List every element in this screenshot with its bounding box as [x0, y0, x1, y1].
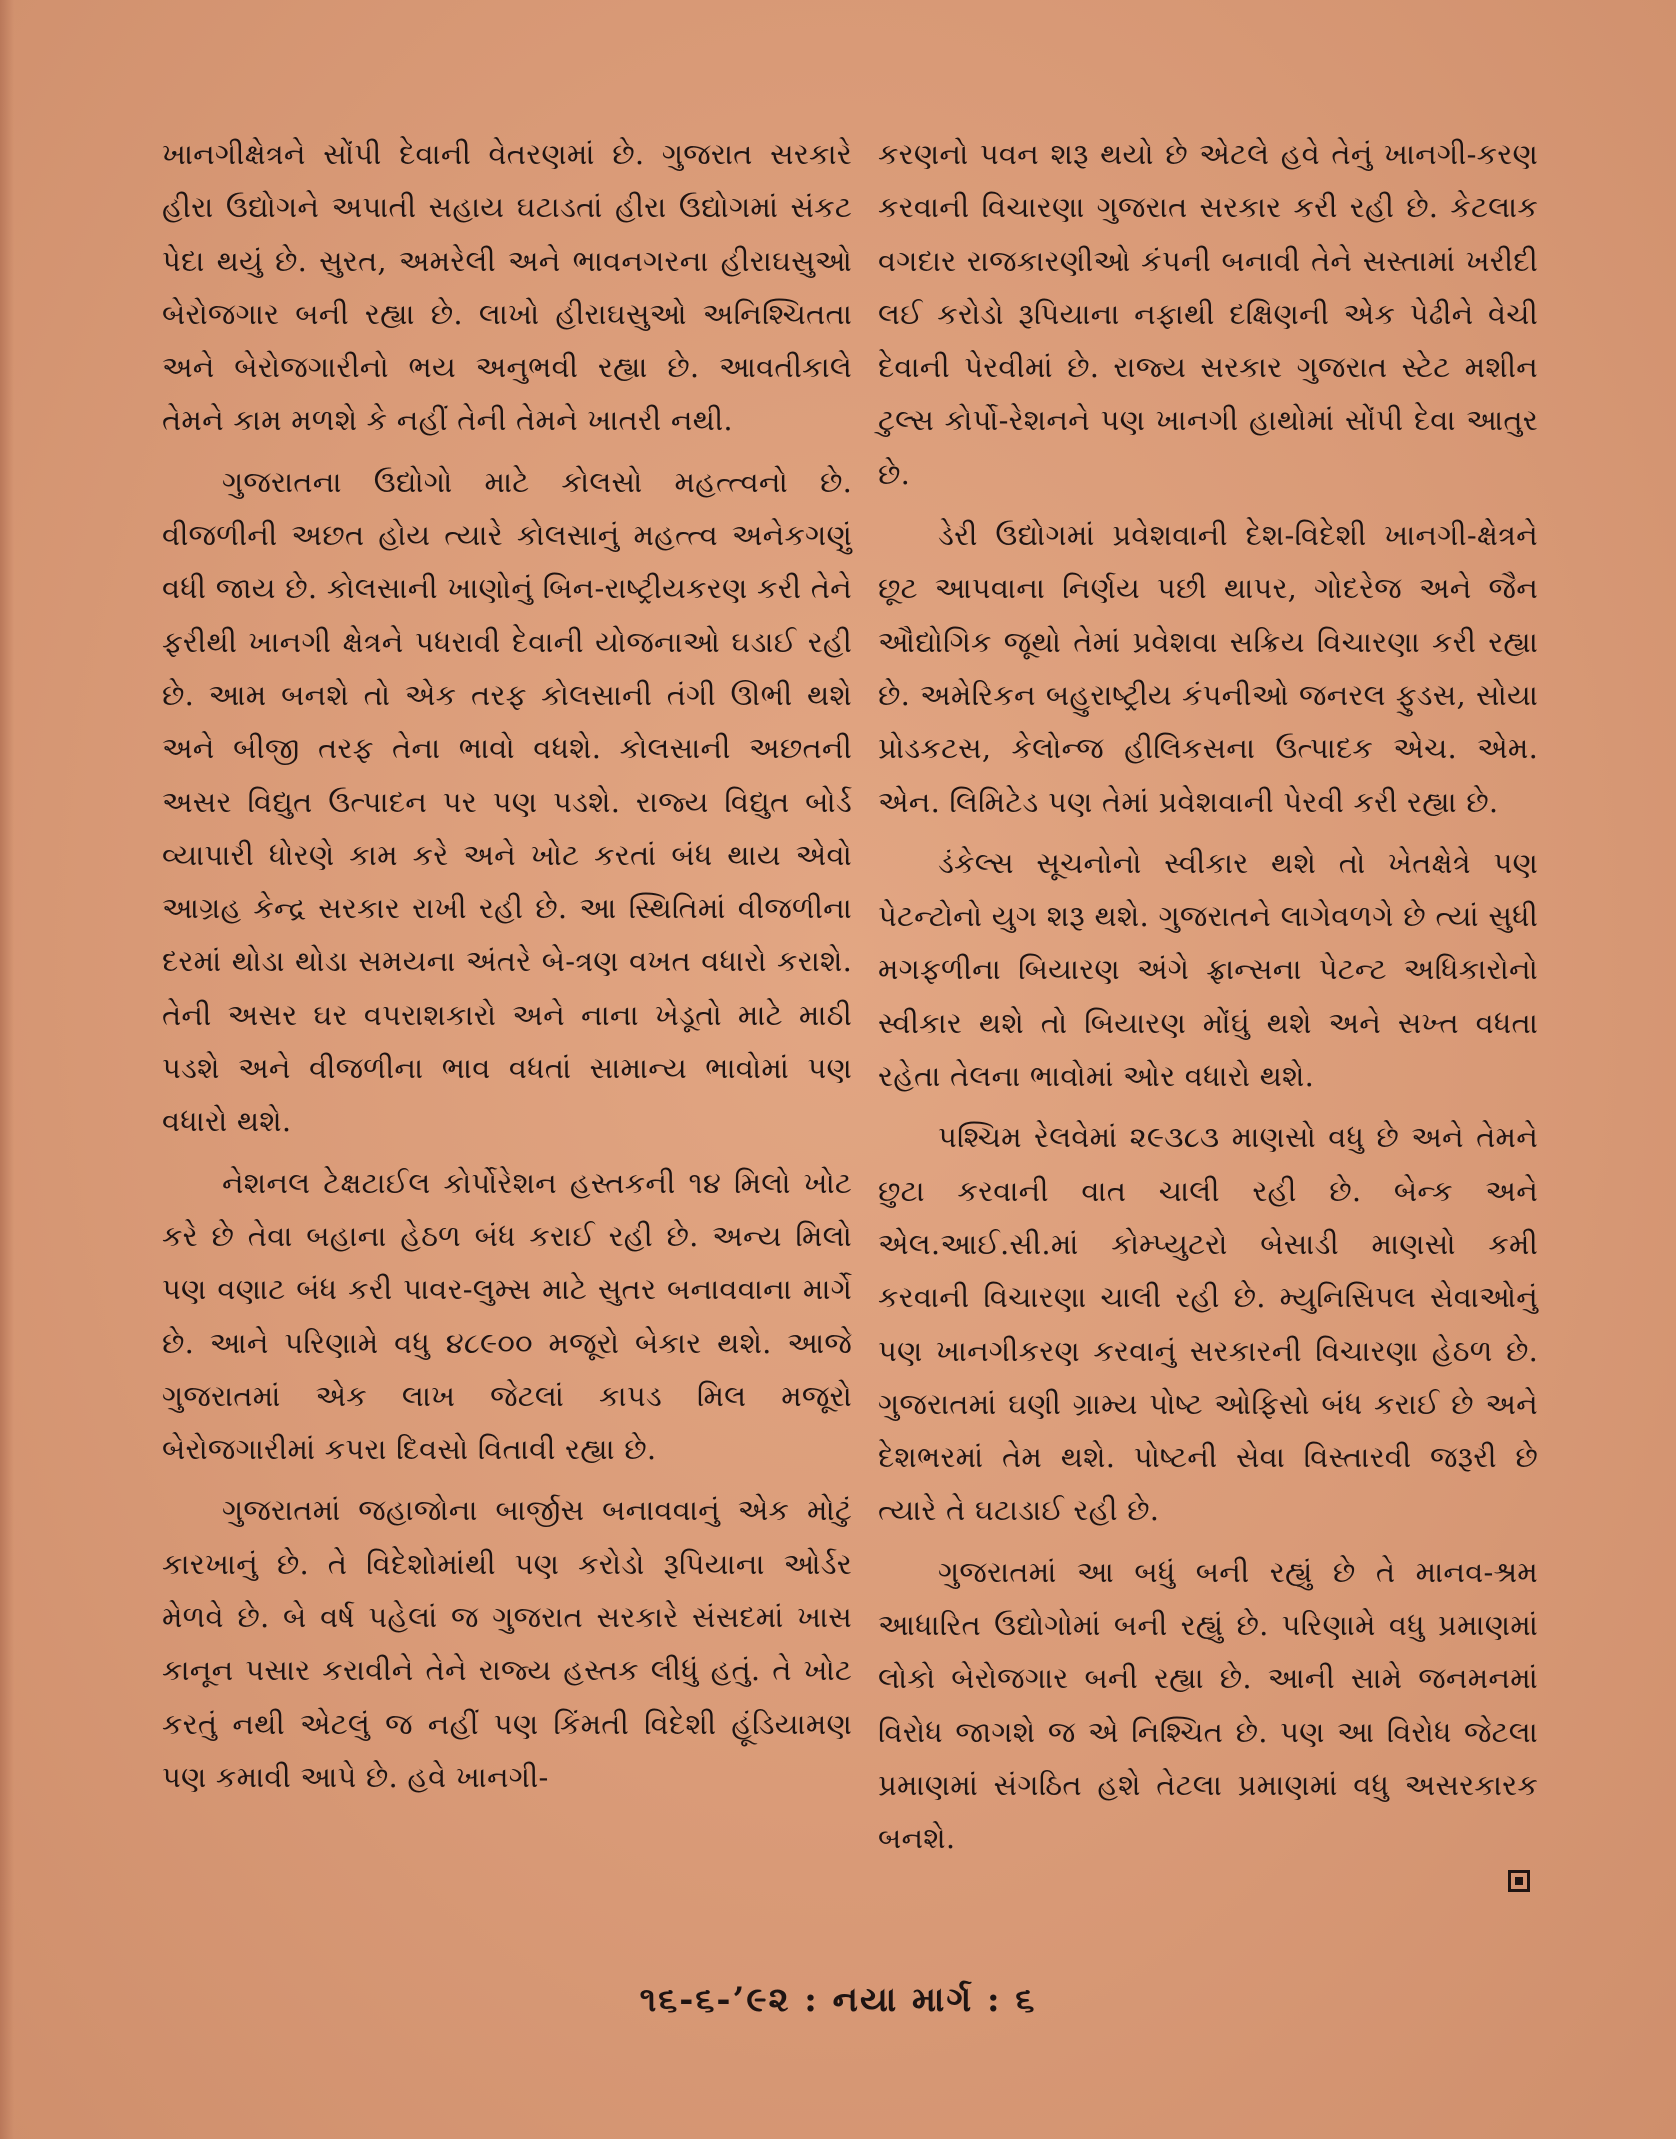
- paragraph-left-2: ગુજરાતના ઉદ્યોગો માટે કોલસો મહત્ત્વનો છે. વીજળીની અછત હોય ત્યારે કોલસાનું મહત્ત્વ અનેકગણું વધી જાય છે. કોલસાની ખાણોનું બિન-રાષ્ટ્રીયકરણ કરી તેને ફરીથી ખાનગી ક્ષેત્રને પધરાવી દેવાની યોજનાઓ ઘડાઈ રહી છે. આમ બનશે તો એક તરફ કોલસાની તંગી ઊભી થશે અને બીજી તરફ તેના ભાવો વધશે. કોલસાની અછતની અસર વિદ્યુત ઉત્પાદન પર પણ પડશે. રાજ્ય વિદ્યુત બોર્ડ વ્યાપારી ધોરણે કામ કરે અને ખોટ કરતાં બંધ થાય એવો આગ્રહ કેન્દ્ર સરકાર રાખી રહી છે. આ સ્થિતિમાં વીજળીના દરમાં થોડા થોડા સમયના અંતરે બે-ત્રણ વખત વધારો કરાશે. તેની અસર ઘર વપરાશકારો અને નાના ખેડૂતો માટે માઠી પડશે અને વીજળીના ભાવ વધતાં સામાન્ય ભાવોમાં પણ વધારો થશે.: [162, 464, 852, 1139]
- right-text-column: [878, 128, 1538, 1892]
- article-end-marker: [878, 1870, 1538, 1892]
- page-footer: ૧૬-૬-’૯૨ : નયા માર્ગ : ૬: [639, 1980, 1037, 2020]
- paragraph-right-5: ગુજરાતમાં આ બધું બની રહ્યું છે તે માનવ-શ્રમ આધારિત ઉદ્યોગોમાં બની રહ્યું છે. પરિણામે વધુ પ્રમાણમાં લોકો બેરોજગાર બની રહ્યા છે. આની સામે જનમનમાં વિરોધ જાગશે જ એ નિશ્ચિત છે. પણ આ વિરોધ જેટલા પ્રમાણમાં સંગઠિત હશે તેટલા પ્રમાણમાં વધુ અસરકારક બનશે.: [878, 1554, 1538, 1856]
- paragraph-right-3: ડંકેલ્સ સૂચનોનો સ્વીકાર થશે તો ખેતક્ષેત્રે પણ પેટન્ટોનો યુગ શરૂ થશે. ગુજરાતને લાગેવળગે છે ત્યાં સુધી મગફળીના બિયારણ અંગે ફ્રાન્સના પેટન્ટ અધિકારોનો સ્વીકાર થશે તો બિયારણ મોંઘું થશે અને સખ્ત વધતા રહેતા તેલના ભાવોમાં ઓર વધારો થશે.: [878, 845, 1538, 1094]
- page-edge-shadow: [0, 0, 14, 2139]
- paragraph-right-2: ડેરી ઉદ્યોગમાં પ્રવેશવાની દેશ-વિદેશી ખાનગી-ક્ષેત્રને છૂટ આપવાના નિર્ણય પછી થાપર, ગોદરેજ અને જૈન ઔદ્યોગિક જૂથો તેમાં પ્રવેશવા સક્રિય વિચારણા કરી રહ્યા છે. અમેરિકન બહુરાષ્ટ્રીય કંપનીઓ જનરલ ફુડસ, સોયા પ્રોડકટસ, કેલોન્જ હીલિકસના ઉત્પાદક એચ. એમ. એન. લિમિટેડ પણ તેમાં પ્રવેશવાની પેરવી કરી રહ્યા છે.: [878, 518, 1538, 819]
- paragraph-right-1: કરણનો પવન શરૂ થયો છે એટલે હવે તેનું ખાનગી-કરણ કરવાની વિચારણા ગુજરાત સરકાર કરી રહી છે. કેટલાક વગદાર રાજકારણીઓ કંપની બનાવી તેને સસ્તામાં ખરીદી લઈ કરોડો રૂપિયાના નફાથી દક્ષિણની એક પેઢીને વેચી દેવાની પેરવીમાં છે. રાજ્ય સરકાર ગુજરાત સ્ટેટ મશીન ટુલ્સ કોર્પો-રેશનને પણ ખાનગી હાથોમાં સોંપી દેવા આતુર છે.: [878, 137, 1538, 491]
- paragraph-left-4: ગુજરાતમાં જહાજોના બાર્જીસ બનાવવાનું એક મોટું કારખાનું છે. તે વિદેશોમાંથી પણ કરોડો રૂપિયાના ઓર્ડર મેળવે છે. બે વર્ષ પહેલાં જ ગુજરાત સરકારે સંસદમાં ખાસ કાનૂન પસાર કરાવીને તેને રાજ્ય હસ્તક લીધું હતું. તે ખોટ કરતું નથી એટલું જ નહીં પણ કિંમતી વિદેશી હૂંડિયામણ પણ કમાવી આપે છે. હવે ખાનગી-: [162, 1493, 852, 1794]
- left-text-column: [162, 128, 852, 1812]
- paragraph-right-4: પશ્ચિમ રેલવેમાં ૨૯૩૮૩ માણસો વધુ છે અને તેમને છુટા કરવાની વાત ચાલી રહી છે. બેન્ક અને એલ.આઈ.સી.માં કોમ્પ્યુટરો બેસાડી માણસો કમી કરવાની વિચારણા ચાલી રહી છે. મ્યુનિસિપલ સેવાઓનું પણ ખાનગીકરણ કરવાનું સરકારની વિચારણા હેઠળ છે. ગુજરાતમાં ઘણી ગ્રામ્ય પોષ્ટ ઓફિસો બંધ કરાઈ છે અને દેશભરમાં તેમ થશે. પોષ્ટની સેવા વિસ્તારવી જરૂરી છે ત્યારે તે ઘટાડાઈ રહી છે.: [878, 1120, 1538, 1528]
- paragraph-left-1: ખાનગીક્ષેત્રને સોંપી દેવાની વેતરણમાં છે. ગુજરાત સરકારે હીરા ઉદ્યોગને અપાતી સહાય ઘટાડતાં હીરા ઉદ્યોગમાં સંકટ પેદા થયું છે. સુરત, અમરેલી અને ભાવનગરના હીરાઘસુઓ બેરોજગાર બની રહ્યા છે. લાખો હીરાઘસુઓ અનિશ્ચિતતા અને બેરોજગારીનો ભય અનુભવી રહ્યા છે. આવતીકાલે તેમને કામ મળશે કે નહીં તેની તેમને ખાતરી નથી.: [162, 137, 852, 438]
- paragraph-left-3: નેશનલ ટેક્ષટાઈલ કોર્પોરેશન હસ્તકની ૧૪ મિલો ખોટ કરે છે તેવા બહાના હેઠળ બંધ કરાઈ રહી છે. અન્ય મિલો પણ વણાટ બંધ કરી પાવર-લુમ્સ માટે સુતર બનાવવાના માર્ગે છે. આને પરિણામે વધુ ૪૮૯૦૦ મજૂરો બેકાર થશે. આજે ગુજરાતમાં એક લાખ જેટલાં કાપડ મિલ મજૂરો બેરોજગારીમાં કપરા દિવસો વિતાવી રહ્યા છે.: [162, 1165, 852, 1467]
- end-square-icon: [1508, 1870, 1530, 1892]
